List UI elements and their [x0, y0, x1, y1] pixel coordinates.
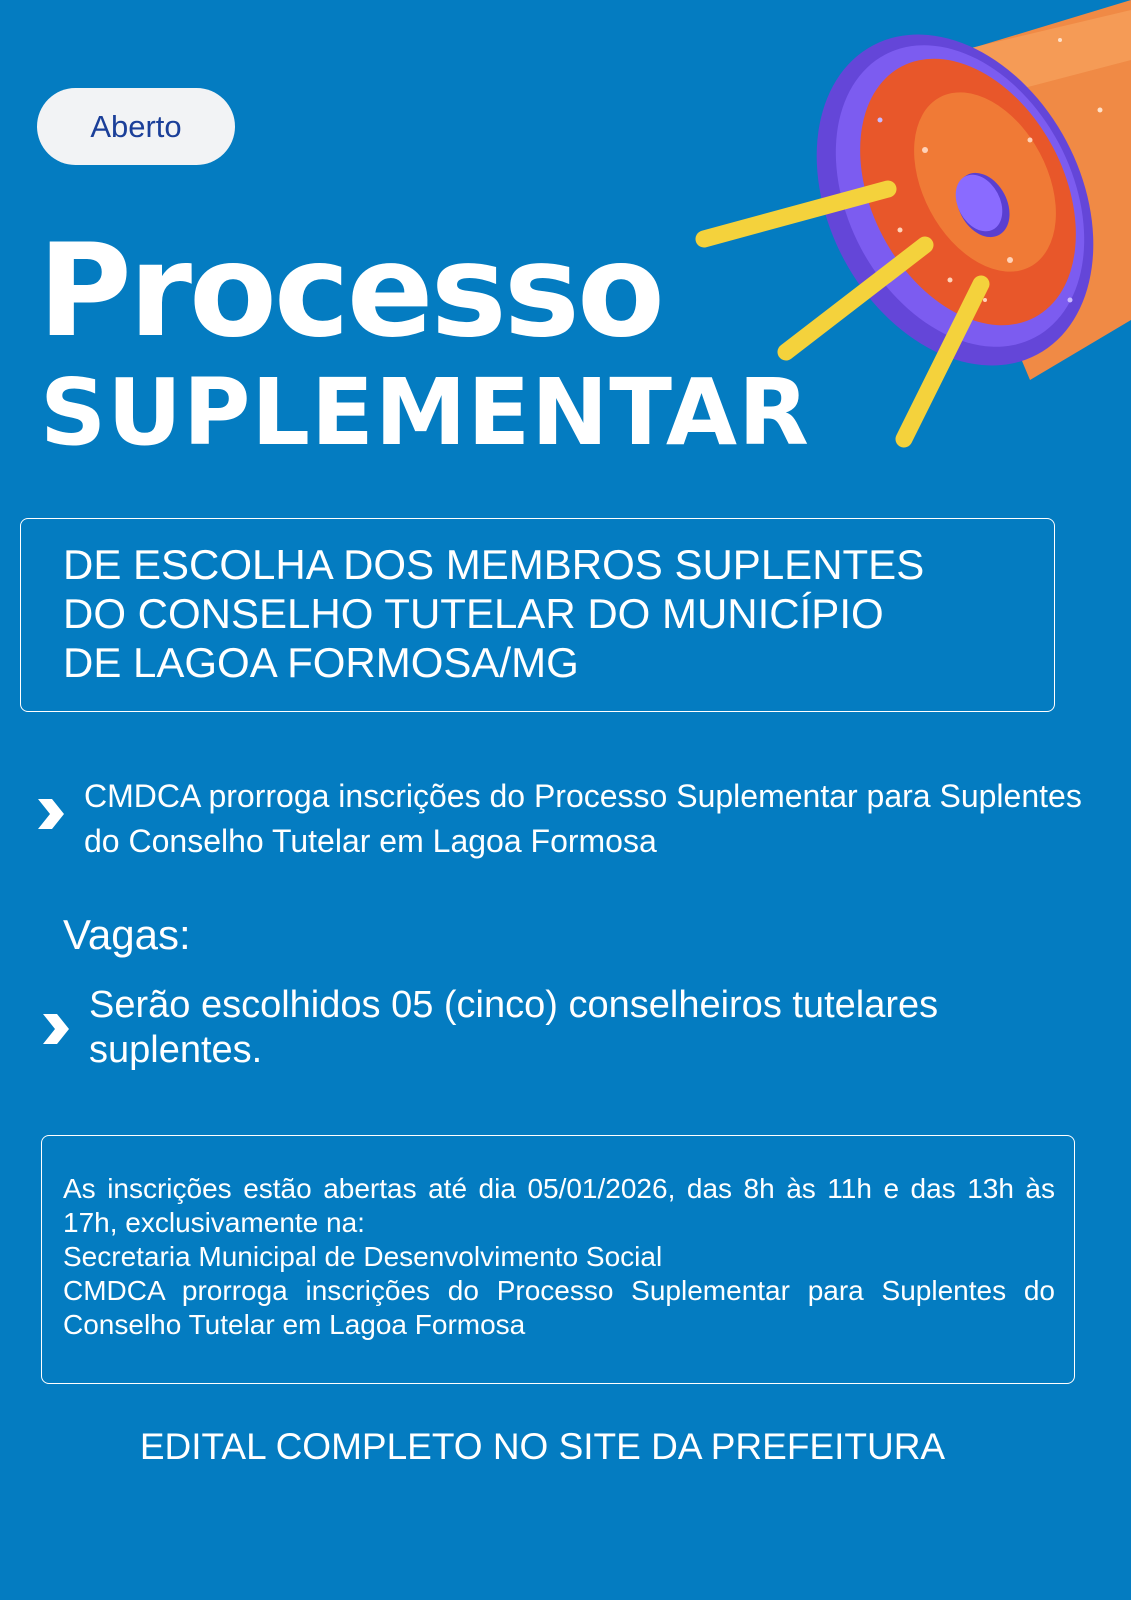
- info-line: Secretaria Municipal de Desenvolvimento Social: [63, 1241, 663, 1272]
- page-title-subline: SUPLEMENTAR: [40, 359, 810, 466]
- subtitle-line: DE LAGOA FORMOSA/MG: [63, 639, 579, 686]
- chevron-right-icon: [41, 1012, 71, 1046]
- vagas-text: Serão escolhidos 05 (cinco) conselheiros tutelares suplentes.: [89, 984, 939, 1071]
- news-text: CMDCA prorroga inscrições do Processo Suplementar para Suplentes do Conselho Tutelar em Lagoa Formosa: [84, 778, 1082, 859]
- info-line: As inscrições estão abertas até dia 05/01/2026, das 8h às 11h e das 13h às 17h, exclusivamente na:: [63, 1173, 1055, 1238]
- info-text: [63, 1172, 1055, 1342]
- subtitle-line: DE ESCOLHA DOS MEMBROS SUPLENTES: [63, 541, 925, 588]
- status-badge: Aberto: [37, 88, 235, 165]
- footer-note: EDITAL COMPLETO NO SITE DA PREFEITURA: [139, 1426, 946, 1467]
- vagas-heading: Vagas:: [63, 911, 191, 958]
- subtitle-line: DO CONSELHO TUTELAR DO MUNICÍPIO: [63, 590, 884, 637]
- info-line: CMDCA prorroga inscrições do Processo Suplementar para Suplentes do Conselho Tutelar em Lagoa Formosa: [63, 1275, 1055, 1340]
- page-title: Processo: [38, 217, 662, 366]
- chevron-right-icon: [36, 797, 66, 831]
